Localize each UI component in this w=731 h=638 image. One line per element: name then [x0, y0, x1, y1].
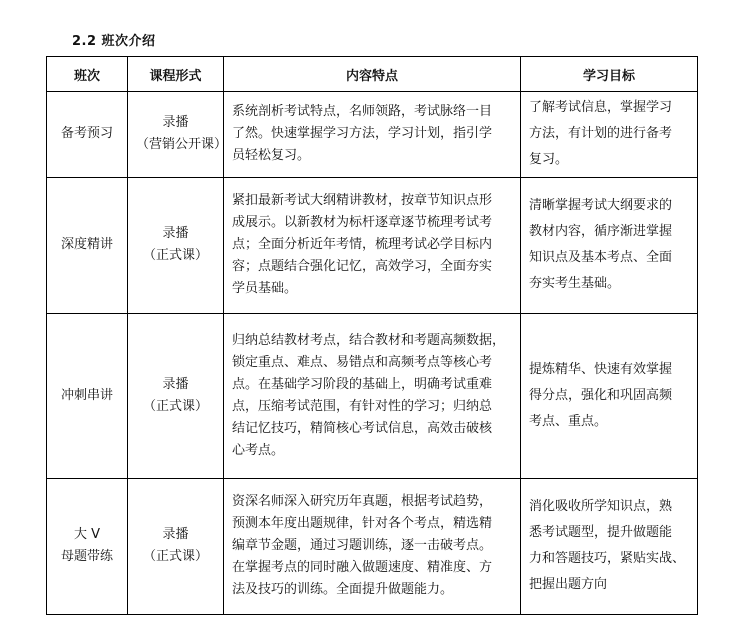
content-line: 点；全面分析近年考情，梳理考试必学目标内 — [232, 237, 493, 252]
header-form: 课程形式 — [128, 57, 224, 92]
goal-line: 教材内容，循序渐进掌握 — [529, 224, 673, 239]
course-form-cell — [128, 92, 228, 178]
course-table — [46, 56, 698, 615]
course-form-note: （正式课） — [142, 248, 208, 263]
goal-line: 提炼精华、快速有效掌握 — [529, 361, 673, 377]
goal-line: 得分点，强化和巩固高频 — [529, 387, 673, 403]
course-form-type: 录播 — [162, 376, 189, 392]
course-form-cell — [128, 178, 224, 314]
content-line: 系统剖析考试特点，名师领路，考试脉络一目 — [232, 104, 493, 119]
course-form-note: （正式课） — [142, 398, 208, 414]
goal-line: 力和答题技巧，紧贴实战、 — [529, 551, 686, 566]
header-class: 班次 — [47, 57, 128, 92]
goal-cell — [521, 314, 698, 479]
class-name: 冲刺串讲 — [60, 387, 113, 403]
goal-line: 方法，有计划的进行备考 — [529, 126, 673, 141]
goal-cell — [521, 178, 698, 314]
content-cell — [224, 92, 521, 178]
course-form-type: 录播 — [162, 115, 189, 130]
content-cell — [224, 178, 521, 314]
content-line: 归纳总结教材考点，结合教材和考题高频数据， — [232, 332, 506, 348]
table-row — [47, 178, 698, 314]
class-name-cell — [47, 479, 128, 615]
content-line: 容；点题结合强化记忆，高效学习，全面夯实 — [232, 259, 493, 274]
class-name: 大 V — [73, 527, 101, 542]
goal-line: 复习。 — [529, 152, 569, 167]
class-name-sub: 母题带练 — [60, 549, 113, 564]
content-line: 结记忆技巧，精简核心考试信息，高效击破核 — [232, 420, 493, 436]
table-row — [47, 92, 698, 178]
course-form-cell — [128, 314, 224, 479]
goal-line: 消化吸收所学知识点，熟 — [529, 499, 673, 514]
content-line: 学员基础。 — [232, 281, 298, 296]
goal-line: 知识点及基本考点、全面 — [529, 250, 673, 265]
class-name-cell — [47, 92, 128, 178]
header-content: 内容特点 — [224, 57, 521, 92]
content-line: 法及技巧的训练。全面提升做题能力。 — [232, 582, 454, 597]
content-cell — [224, 479, 521, 615]
content-line: 锁定重点、难点、易错点和高频考点等核心考 — [232, 354, 493, 370]
goal-line: 把握出题方向 — [529, 577, 608, 592]
content-line: 点，压缩考试范围，有针对性的学习；归纳总 — [232, 398, 493, 414]
course-form-note: （正式课） — [142, 549, 208, 564]
course-form-type: 录播 — [162, 226, 189, 241]
content-line: 成展示。以新教材为标杆逐章逐节梳理考试考 — [232, 215, 493, 230]
table-row — [47, 314, 698, 479]
class-name: 深度精讲 — [60, 237, 113, 252]
class-name-cell — [47, 178, 128, 314]
content-line: 点。在基础学习阶段的基础上，明确考试重难 — [232, 376, 493, 392]
content-line: 员轻松复习。 — [232, 148, 311, 163]
header-goal: 学习目标 — [521, 57, 698, 92]
content-line: 编章节金题，通过习题训练，逐一击破考点。 — [232, 538, 493, 553]
goal-line: 了解考试信息，掌握学习 — [529, 100, 673, 115]
goal-line: 清晰掌握考试大纲要求的 — [529, 198, 673, 213]
course-form-cell — [128, 479, 224, 615]
table-header-row — [47, 57, 698, 92]
course-form-type: 录播 — [162, 527, 189, 542]
course-form-note: （营销公开课） — [136, 137, 228, 152]
content-line: 资深名师深入研究历年真题，根据考试趋势， — [232, 494, 493, 509]
goal-line: 悉考试题型，提升做题能 — [529, 525, 673, 540]
table-row — [47, 479, 698, 615]
goal-line: 夯实考生基础。 — [529, 276, 621, 291]
content-line: 了然。快速掌握学习方法，学习计划，指引学 — [232, 126, 493, 141]
content-cell — [224, 314, 521, 479]
content-line: 心考点。 — [232, 442, 285, 458]
goal-cell — [521, 92, 698, 178]
section-title: 2.2 班次介绍 — [72, 34, 156, 49]
content-line: 预测本年度出题规律，针对各个考点，精选精 — [232, 516, 493, 531]
class-name-cell — [47, 314, 128, 479]
content-line: 紧扣最新考试大纲精讲教材，按章节知识点形 — [232, 193, 493, 208]
goal-cell — [521, 479, 698, 615]
content-line: 在掌握考点的同时融入做题速度、精准度、方 — [232, 560, 493, 575]
class-name: 备考预习 — [60, 126, 113, 141]
goal-line: 考点、重点。 — [529, 413, 608, 429]
